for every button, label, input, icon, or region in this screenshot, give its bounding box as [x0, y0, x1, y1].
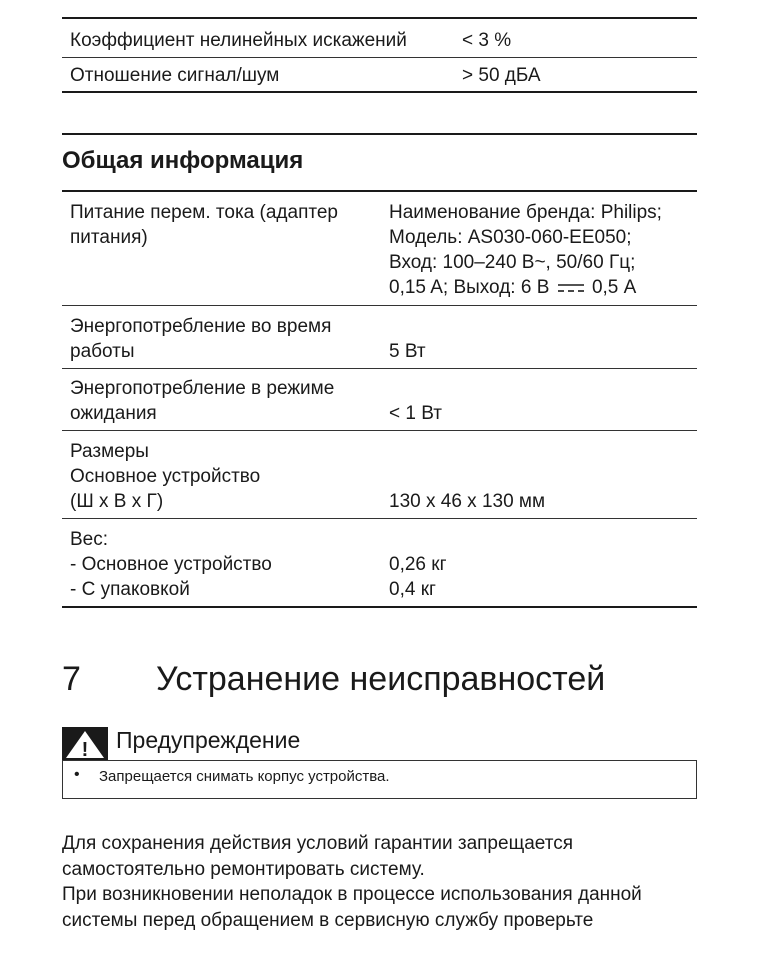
- body-line: системы перед обращением в сервисную службу проверьте: [62, 910, 594, 931]
- weight-value-line: 0,26 кг: [389, 554, 447, 575]
- row-divider: [62, 57, 697, 58]
- table-bottom-rule: [62, 91, 697, 93]
- consumption-work-label-line: Энергопотребление во время: [70, 316, 332, 337]
- power-value-output: 0,15 A; Выход: 6 В: [389, 277, 550, 298]
- bullet-marker: •: [74, 766, 80, 783]
- consumption-work-label-line: работы: [70, 341, 135, 362]
- spec-label-snr: Отношение сигнал/шум: [70, 65, 280, 86]
- row-divider: [62, 430, 697, 431]
- power-value-line: [389, 275, 662, 300]
- weight-value-line: 0,4 кг: [389, 579, 436, 600]
- warning-icon: [62, 727, 108, 761]
- chapter-title: Устранение неисправностей: [156, 660, 606, 698]
- dimensions-value: 130 x 46 x 130 мм: [389, 491, 546, 512]
- power-value: [389, 200, 662, 300]
- consumption-standby-value: < 1 Вт: [389, 403, 442, 424]
- weight-label-line: Вес:: [70, 529, 109, 550]
- power-label-line: Питание перем. тока (адаптер: [70, 202, 338, 223]
- table-top-rule: [62, 17, 697, 19]
- row-divider: [62, 518, 697, 519]
- power-value-current: 0,5 A: [591, 277, 637, 298]
- section-top-rule: [62, 133, 697, 135]
- warning-title: Предупреждение: [116, 727, 301, 753]
- row-divider: [62, 305, 697, 306]
- dimensions-label-line: Размеры: [70, 441, 149, 462]
- weight-value: [389, 552, 447, 602]
- consumption-standby-label-line: ожидания: [70, 403, 157, 424]
- dimensions-label: [70, 439, 260, 514]
- row-divider: [62, 368, 697, 369]
- body-line: При возникновении неполадок в процессе использования данной: [62, 884, 642, 905]
- section-header-rule: [62, 190, 697, 192]
- warning-item: Запрещается снимать корпус устройства.: [99, 768, 390, 785]
- consumption-work-label: [70, 314, 331, 364]
- section-bottom-rule: [62, 606, 697, 608]
- consumption-standby-label: [70, 376, 334, 426]
- power-value-line: Вход: 100–240 В~, 50/60 Гц;: [389, 252, 636, 273]
- body-line: самостоятельно ремонтировать систему.: [62, 859, 425, 880]
- weight-label: [70, 527, 272, 602]
- spec-label-distortion: Коэффициент нелинейных искажений: [70, 30, 407, 51]
- dimensions-label-line: (Ш x В x Г): [70, 491, 164, 512]
- power-value-line: Модель: AS030-060-EE050;: [389, 227, 632, 248]
- section-title: Общая информация: [62, 147, 304, 174]
- consumption-work-value: 5 Вт: [389, 341, 426, 362]
- weight-label-line: - С упаковкой: [70, 579, 190, 600]
- warning-icon-mark: !: [81, 739, 89, 761]
- body-line: Для сохранения действия условий гарантии запрещается: [62, 833, 573, 854]
- spec-value-distortion: < 3 %: [462, 30, 512, 51]
- power-label: [70, 200, 338, 250]
- dc-current-icon: [557, 282, 585, 294]
- spec-value-snr: > 50 дБА: [462, 65, 541, 86]
- consumption-standby-label-line: Энергопотребление в режиме: [70, 378, 335, 399]
- power-value-line: Наименование бренда: Philips;: [389, 202, 662, 223]
- dimensions-label-line: Основное устройство: [70, 466, 261, 487]
- power-label-line: питания): [70, 227, 148, 248]
- weight-label-line: - Основное устройство: [70, 554, 272, 575]
- chapter-number: 7: [62, 660, 81, 698]
